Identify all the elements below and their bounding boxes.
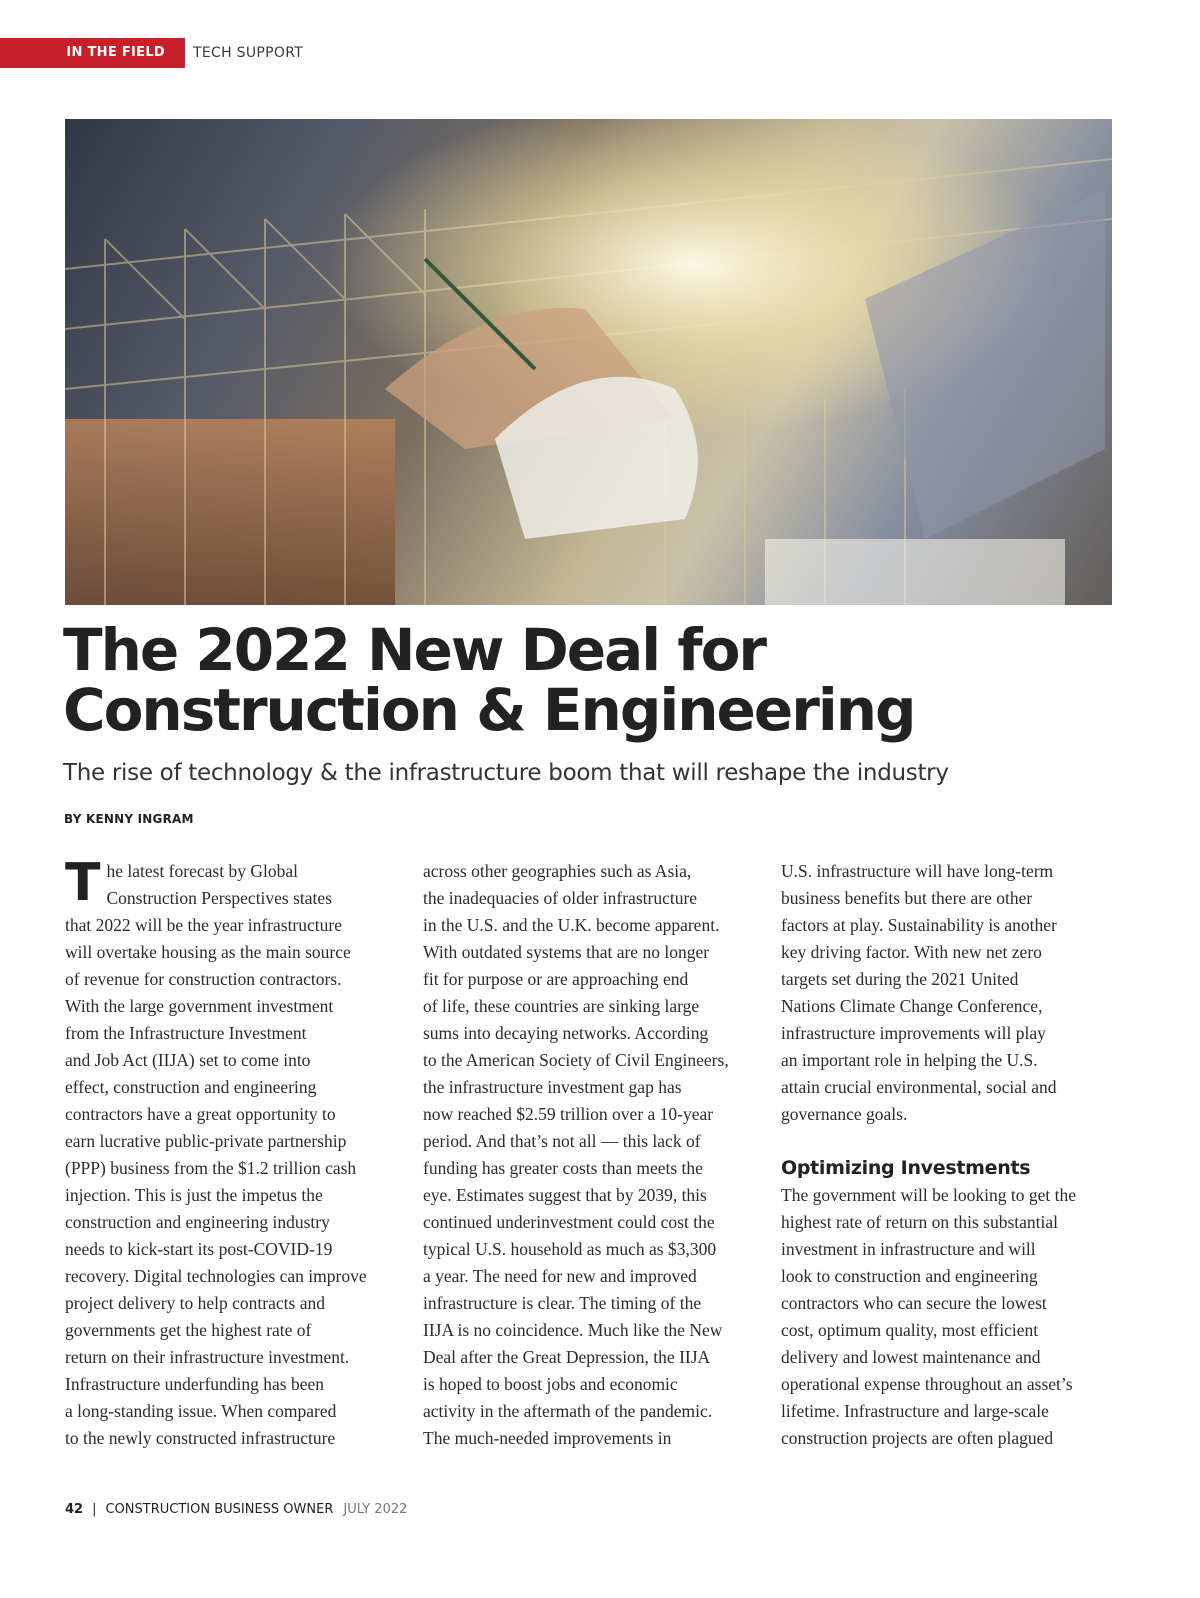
body-text-line: activity in the aftermath of the pandemic. <box>423 1401 713 1421</box>
body-text-line: he latest forecast by Global <box>106 861 298 881</box>
body-text-line: return on their infrastructure investment. <box>65 1347 350 1367</box>
body-text-line: investment in infrastructure and will <box>781 1239 1036 1259</box>
body-text-line: The much-needed improvements in <box>423 1428 672 1448</box>
body-text-line: (PPP) business from the $1.2 trillion cash <box>65 1158 357 1178</box>
body-column-1 <box>65 853 405 1452</box>
issue-date: JULY 2022 <box>343 1502 408 1517</box>
body-text-line: continued underinvestment could cost the <box>423 1212 715 1232</box>
body-text-line: contractors have a great opportunity to <box>65 1104 336 1124</box>
body-text-line: an important role in helping the U.S. <box>781 1050 1038 1070</box>
body-text-line: the infrastructure investment gap has <box>423 1077 682 1097</box>
hero-image <box>65 119 1112 605</box>
body-text-line: business benefits but there are other <box>781 888 1033 908</box>
body-text-line: Infrastructure underfunding has been <box>65 1374 324 1394</box>
section-subtitle: TECH SUPPORT <box>193 45 304 61</box>
body-text-line: infrastructure is clear. The timing of the <box>423 1293 702 1313</box>
title-line: Construction & Engineering <box>63 676 915 744</box>
article-title <box>63 616 1143 744</box>
body-text-line: earn lucrative public-private partnership <box>65 1131 347 1151</box>
body-text-line: cost, optimum quality, most efficient <box>781 1320 1039 1340</box>
body-text-line: needs to kick-start its post-COVID-19 <box>65 1239 333 1259</box>
body-text-line: contractors who can secure the lowest <box>781 1293 1047 1313</box>
footer-separator: | <box>92 1502 97 1517</box>
paragraph-gap <box>781 1128 1121 1155</box>
body-text-line: now reached $2.59 trillion over a 10-year <box>423 1104 714 1124</box>
body-text-line: that 2022 will be the year infrastructure <box>65 915 342 935</box>
body-text-line: With the large government investment <box>65 996 334 1016</box>
section-subhead: Optimizing Investments <box>781 1157 1031 1179</box>
body-text-line: across other geographies such as Asia, <box>423 861 692 881</box>
publication-name: CONSTRUCTION BUSINESS OWNER <box>105 1502 334 1517</box>
body-text-line: effect, construction and engineering <box>65 1077 317 1097</box>
body-text-line: attain crucial environmental, social and <box>781 1077 1057 1097</box>
body-column-2 <box>423 858 763 1452</box>
title-line: The 2022 New Deal for <box>63 616 766 684</box>
page-footer <box>65 1500 407 1520</box>
body-text-line: of life, these countries are sinking large <box>423 996 700 1016</box>
body-text-line: from the Infrastructure Investment <box>65 1023 307 1043</box>
body-text-line: look to construction and engineering <box>781 1266 1038 1286</box>
body-text-line: funding has greater costs than meets the <box>423 1158 703 1178</box>
body-text-line: Nations Climate Change Conference, <box>781 996 1043 1016</box>
body-text-line: U.S. infrastructure will have long-term <box>781 861 1054 881</box>
section-tag: IN THE FIELD <box>0 38 185 68</box>
body-text-line: governance goals. <box>781 1104 908 1124</box>
body-text-line: Deal after the Great Depression, the IIJA <box>423 1347 711 1367</box>
body-column-3 <box>781 858 1121 1452</box>
body-text-line: highest rate of return on this substantial <box>781 1212 1059 1232</box>
body-text-line: recovery. Digital technologies can improve <box>65 1266 367 1286</box>
body-text-line: infrastructure improvements will play <box>781 1023 1046 1043</box>
body-text-line: a year. The need for new and improved <box>423 1266 697 1286</box>
drop-cap: T <box>65 853 101 913</box>
body-text-line: a long-standing issue. When compared <box>65 1401 337 1421</box>
body-text-line: lifetime. Infrastructure and large-scale <box>781 1401 1049 1421</box>
body-text-line: governments get the highest rate of <box>65 1320 312 1340</box>
article-subtitle: The rise of technology & the infrastructure boom that will reshape the industry <box>63 760 949 786</box>
body-text-line: construction and engineering industry <box>65 1212 330 1232</box>
body-text-line: factors at play. Sustainability is another <box>781 915 1057 935</box>
body-text-line: to the newly constructed infrastructure <box>65 1428 336 1448</box>
body-text-line: The government will be looking to get the <box>781 1185 1077 1205</box>
body-text-line: targets set during the 2021 United <box>781 969 1019 989</box>
body-text-line: With outdated systems that are no longer <box>423 942 710 962</box>
body-text-line: fit for purpose or are approaching end <box>423 969 689 989</box>
body-text-line: of revenue for construction contractors. <box>65 969 342 989</box>
body-text-line: operational expense throughout an asset’s <box>781 1374 1073 1394</box>
byline: BY KENNY INGRAM <box>64 812 194 826</box>
body-text-line: period. And that’s not all — this lack of <box>423 1131 701 1151</box>
body-text-line: is hoped to boost jobs and economic <box>423 1374 678 1394</box>
body-text-line: will overtake housing as the main source <box>65 942 351 962</box>
body-text-line: construction projects are often plagued <box>781 1428 1054 1448</box>
section-header <box>0 38 340 68</box>
body-text-line: Construction Perspectives states <box>106 888 333 908</box>
body-text-line: project delivery to help contracts and <box>65 1293 325 1313</box>
body-text-line: key driving factor. With new net zero <box>781 942 1042 962</box>
body-text-line: to the American Society of Civil Engineers, <box>423 1050 729 1070</box>
page-number: 42 <box>65 1502 84 1517</box>
construction-engineering-photo-icon <box>65 119 1112 605</box>
body-text-line: and Job Act (IIJA) set to come into <box>65 1050 311 1070</box>
body-text-line: sums into decaying networks. According <box>423 1023 709 1043</box>
body-text-line: delivery and lowest maintenance and <box>781 1347 1041 1367</box>
body-text-line: eye. Estimates suggest that by 2039, this <box>423 1185 707 1205</box>
body-text-line: the inadequacies of older infrastructure <box>423 888 698 908</box>
body-text-line: IIJA is no coincidence. Much like the New <box>423 1320 723 1340</box>
body-text-line: injection. This is just the impetus the <box>65 1185 323 1205</box>
body-text-line: typical U.S. household as much as $3,300 <box>423 1239 717 1259</box>
body-text-line: in the U.S. and the U.K. become apparent. <box>423 915 720 935</box>
